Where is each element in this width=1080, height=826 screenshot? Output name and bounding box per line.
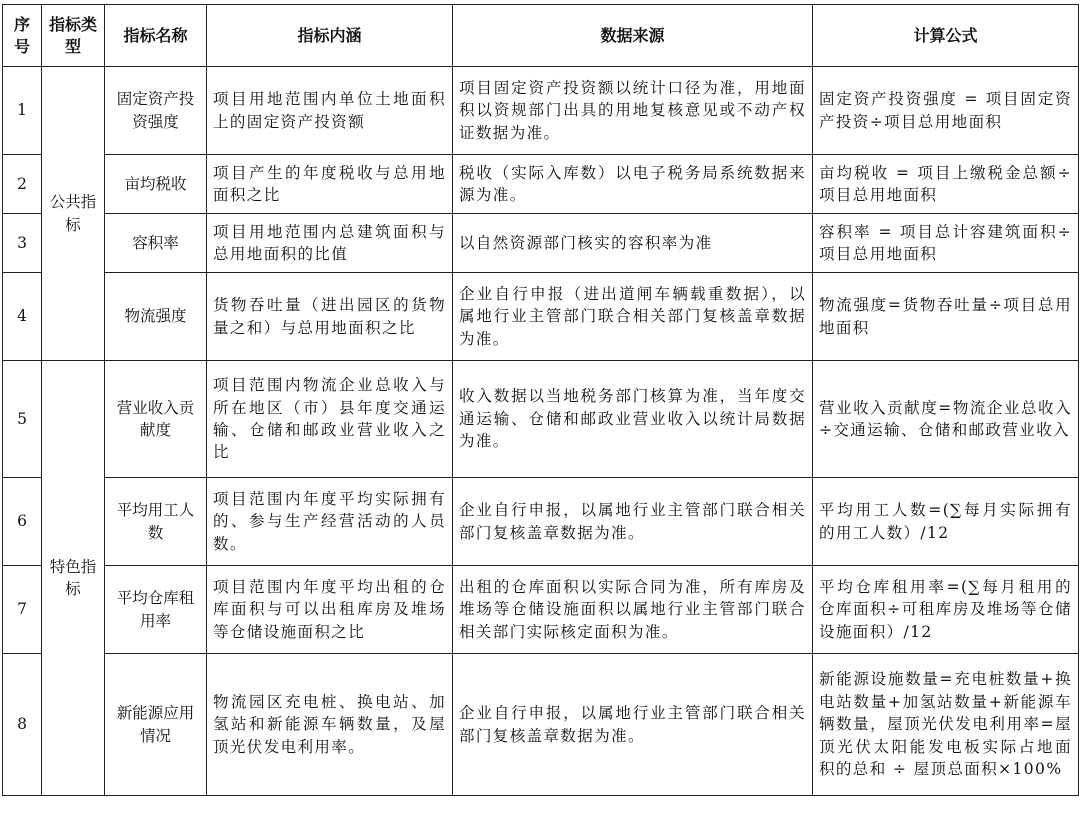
- header-meaning: 指标内涵: [207, 5, 453, 67]
- table-row: [3, 155, 1079, 214]
- row-name: 营业收入贡献度: [105, 361, 207, 478]
- row-name: 容积率: [105, 214, 207, 273]
- row-meaning: 项目范围内物流企业总收入与所在地区（市）县年度交通运输、仓储和邮政业营业收入之比: [207, 361, 453, 478]
- row-name: 平均用工人数: [105, 478, 207, 566]
- row-seq: 3: [3, 214, 42, 273]
- row-source: 出租的仓库面积以实际合同为准，所有库房及堆场等仓储设施面积以属地行业主管部门联合相关部门实际核定面积为准。: [453, 566, 813, 654]
- header-name: 指标名称: [105, 5, 207, 67]
- row-formula: 物流强度=货物吞吐量÷项目总用地面积: [813, 273, 1079, 361]
- row-meaning: 项目范围内年度平均实际拥有的、参与生产经营活动的人员数。: [207, 478, 453, 566]
- table-row: [3, 566, 1079, 654]
- category-public: 公共指标: [42, 67, 105, 361]
- row-formula: 亩均税收 = 项目上缴税金总额÷项目总用地面积: [813, 155, 1079, 214]
- row-formula: 固定资产投资强度 = 项目固定资产投资÷项目总用地面积: [813, 67, 1079, 155]
- table-row: [3, 654, 1079, 796]
- row-meaning: 项目范围内年度平均出租的仓库面积与可以出租库房及堆场等仓储设施面积之比: [207, 566, 453, 654]
- row-source: 企业自行申报（进出道闸车辆载重数据），以属地行业主管部门联合相关部门复核盖章数据为准。: [453, 273, 813, 361]
- indicator-table: [2, 4, 1079, 796]
- row-meaning: 项目产生的年度税收与总用地面积之比: [207, 155, 453, 214]
- row-source: 税收（实际入库数）以电子税务局系统数据来源为准。: [453, 155, 813, 214]
- row-meaning: 物流园区充电桩、换电站、加氢站和新能源车辆数量，及屋顶光伏发电利用率。: [207, 654, 453, 796]
- row-source: 项目固定资产投资额以统计口径为准，用地面积以资规部门出具的用地复核意见或不动产权证数据为准。: [453, 67, 813, 155]
- row-source: 企业自行申报，以属地行业主管部门联合相关部门复核盖章数据为准。: [453, 478, 813, 566]
- table-row: [3, 361, 1079, 478]
- row-name: 平均仓库租用率: [105, 566, 207, 654]
- table-row: [3, 478, 1079, 566]
- row-source: 企业自行申报，以属地行业主管部门联合相关部门复核盖章数据为准。: [453, 654, 813, 796]
- row-meaning: 货物吞吐量（进出园区的货物量之和）与总用地面积之比: [207, 273, 453, 361]
- row-formula: 新能源设施数量=充电桩数量+换电站数量+加氢站数量+新能源车辆数量，屋顶光伏发电利用率=屋顶光伏太阳能发电板实际占地面积的总和 ÷ 屋顶总面积×100%: [813, 654, 1079, 796]
- category-special: 特色指标: [42, 361, 105, 796]
- row-seq: 4: [3, 273, 42, 361]
- table-row: [3, 67, 1079, 155]
- row-formula: 容积率 = 项目总计容建筑面积÷项目总用地面积: [813, 214, 1079, 273]
- header-seq: 序号: [3, 5, 42, 67]
- header-formula: 计算公式: [813, 5, 1079, 67]
- row-formula: 平均仓库租用率=(∑每月租用的仓库面积÷可租库房及堆场等仓储设施面积）/12: [813, 566, 1079, 654]
- row-name: 新能源应用情况: [105, 654, 207, 796]
- row-seq: 5: [3, 361, 42, 478]
- table-row: [3, 214, 1079, 273]
- row-name: 固定资产投资强度: [105, 67, 207, 155]
- row-meaning: 项目用地范围内单位土地面积上的固定资产投资额: [207, 67, 453, 155]
- row-formula: 平均用工人数=(∑每月实际拥有的用工人数）/12: [813, 478, 1079, 566]
- row-meaning: 项目用地范围内总建筑面积与总用地面积的比值: [207, 214, 453, 273]
- row-source: 收入数据以当地税务部门核算为准，当年度交通运输、仓储和邮政业营业收入以统计局数据为准。: [453, 361, 813, 478]
- row-seq: 1: [3, 67, 42, 155]
- header-source: 数据来源: [453, 5, 813, 67]
- table-row: [3, 273, 1079, 361]
- row-name: 亩均税收: [105, 155, 207, 214]
- header-type: 指标类型: [42, 5, 105, 67]
- row-seq: 2: [3, 155, 42, 214]
- row-formula: 营业收入贡献度=物流企业总收入÷交通运输、仓储和邮政营业收入: [813, 361, 1079, 478]
- row-source: 以自然资源部门核实的容积率为准: [453, 214, 813, 273]
- table-header-row: [3, 5, 1079, 67]
- row-seq: 8: [3, 654, 42, 796]
- row-seq: 6: [3, 478, 42, 566]
- row-name: 物流强度: [105, 273, 207, 361]
- row-seq: 7: [3, 566, 42, 654]
